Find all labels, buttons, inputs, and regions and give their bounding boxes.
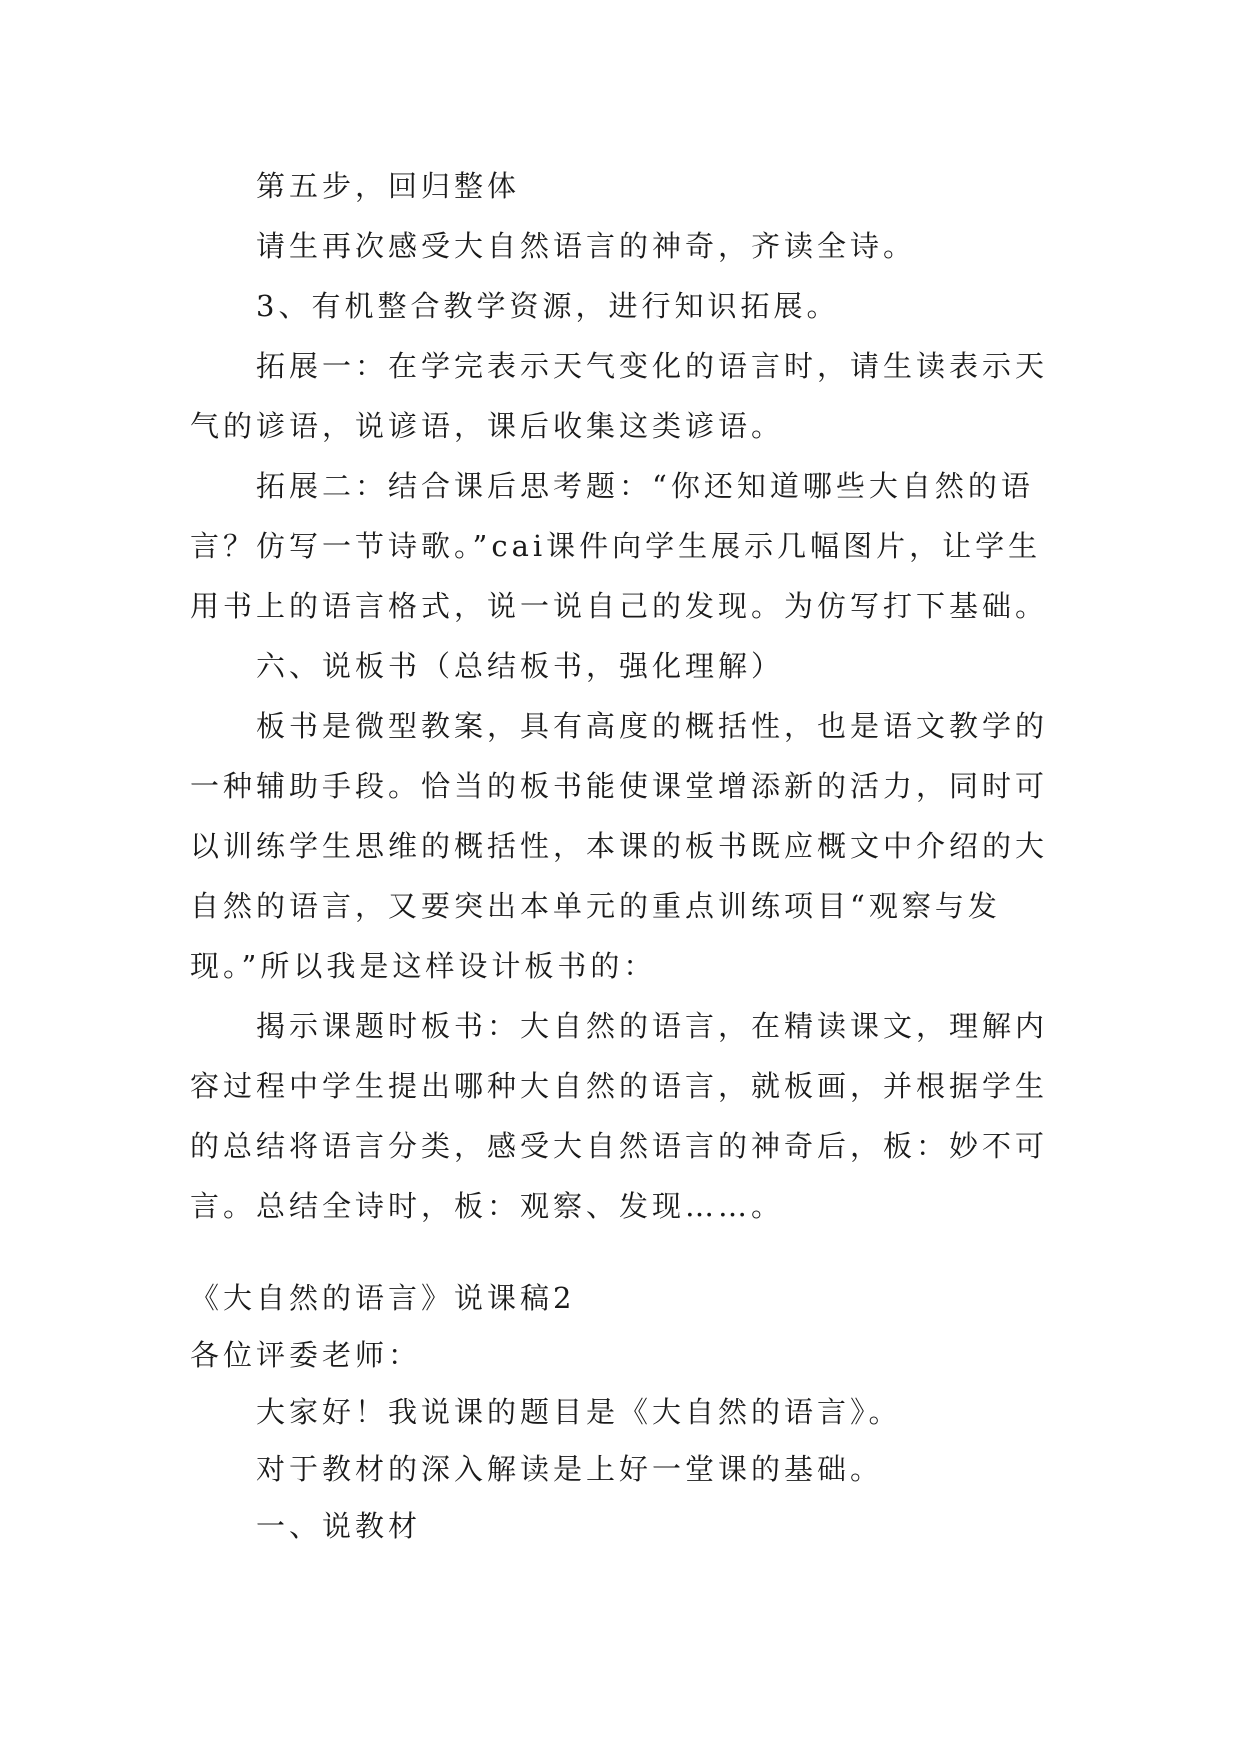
paragraph: 3、有机整合教学资源，进行知识拓展。 [256,289,840,323]
paragraph: 拓展一：在学完表示天气变化的语言时，请生读表示天气的谚语，说谚语，课后收集这类谚语。 [190,349,1049,443]
heading-teaching-material: 一、说教材 [256,1509,422,1543]
paragraph: 对于教材的深入解读是上好一堂课的基础。 [256,1452,884,1486]
paragraph: 大家好！我说课的题目是《大自然的语言》。 [256,1395,902,1429]
paragraph: 第五步，回归整体 [256,169,521,203]
paragraph: 请生再次感受大自然语言的神奇，齐读全诗。 [256,229,917,263]
document-title: 《大自然的语言》说课稿2 [190,1281,576,1315]
paragraph: 揭示课题时板书：大自然的语言，在精读课文，理解内容过程中学生提出哪种大自然的语言，就板画，并根据学生的总结将语言分类，感受大自然语言的神奇后，板：妙不可言。总结全诗时，板：观察、发现……。 [190,1009,1049,1223]
greeting: 各位评委老师： [190,1338,422,1372]
section-two [190,1270,1060,1555]
paragraph: 板书是微型教案，具有高度的概括性，也是语文教学的一种辅助手段。恰当的板书能使课堂增添新的活力，同时可以训练学生思维的概括性，本课的板书既应概文中介绍的大自然的语言，又要突出本单元的重点训练项目“观察与发现。”所以我是这样设计板书的： [190,709,1049,983]
section-one [190,156,1060,1236]
paragraph: 拓展二：结合课后思考题：“你还知道哪些大自然的语言？仿写一节诗歌。”cai课件向学生展示几幅图片，让学生用书上的语言格式，说一说自己的发现。为仿写打下基础。 [190,469,1049,623]
heading-board-writing: 六、说板书（总结板书，强化理解） [256,649,785,683]
